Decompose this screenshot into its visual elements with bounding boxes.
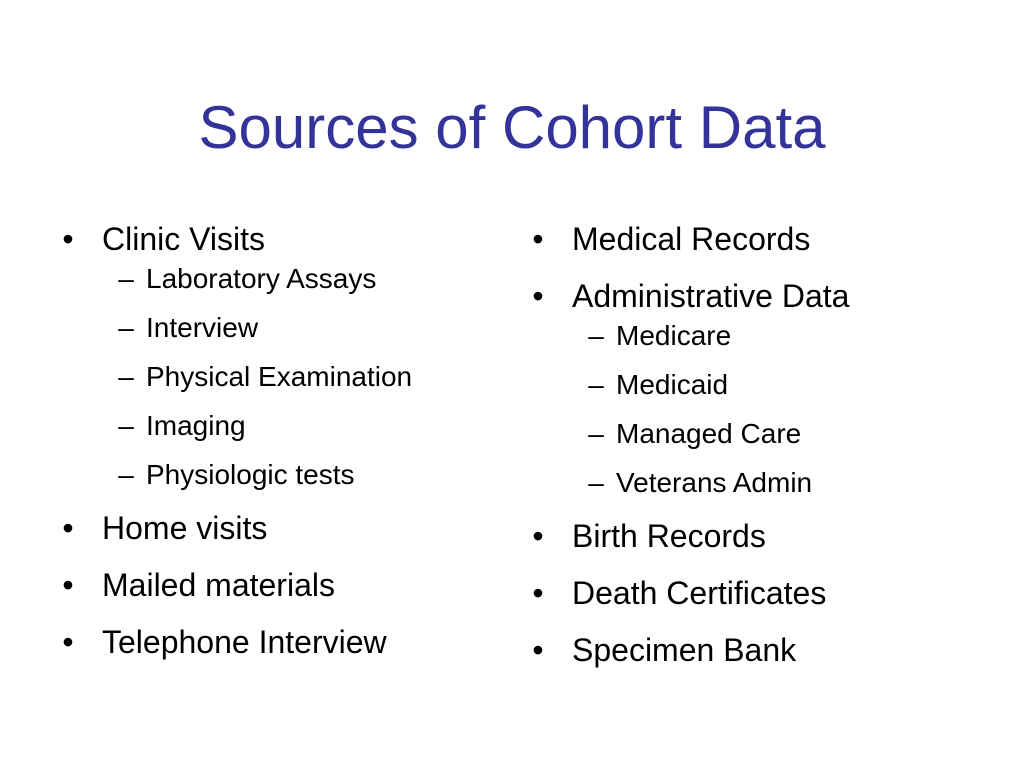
dash-icon: – [118,312,134,343]
list-item [528,629,988,671]
left-bullet-list [58,218,498,678]
list-item [58,621,498,663]
bullet-icon: • [62,624,74,660]
sub-list-item-label: Medicaid [616,369,729,400]
list-item-label: Birth Records [572,518,766,554]
sub-list-item [572,319,988,353]
sub-list [102,262,498,492]
bullet-icon: • [532,221,544,257]
sub-list-item [102,262,498,296]
list-item-label: Telephone Interview [102,624,387,660]
bullet-icon: • [62,221,74,257]
sub-list-item-label: Managed Care [616,418,802,449]
list-item [528,572,988,614]
dash-icon: – [118,459,134,490]
sub-list-item [102,360,498,394]
list-item-label: Administrative Data [572,278,850,314]
list-item-label: Home visits [102,510,268,546]
sub-list-item-label: Veterans Admin [616,467,813,498]
dash-icon: – [588,418,604,449]
sub-list-item-label: Physical Examination [146,361,413,392]
bullet-icon: • [532,575,544,611]
sub-list-item [572,417,988,451]
list-item-label: Death Certificates [572,575,827,611]
sub-list-item-label: Physiologic tests [146,459,355,490]
sub-list-item [572,368,988,402]
dash-icon: – [588,369,604,400]
dash-icon: – [588,467,604,498]
list-item [528,218,988,260]
dash-icon: – [588,320,604,351]
bullet-icon: • [532,632,544,668]
bullet-icon: • [62,510,74,546]
sub-list-item [102,458,498,492]
list-item-label: Clinic Visits [102,221,265,257]
list-item [58,564,498,606]
sub-list [572,319,988,500]
list-item [58,218,498,492]
dash-icon: – [118,410,134,441]
list-item-label: Mailed materials [102,567,335,603]
sub-list-item-label: Medicare [616,320,732,351]
list-item-label: Medical Records [572,221,811,257]
sub-list-item [102,311,498,345]
dash-icon: – [118,263,134,294]
list-item [58,507,498,549]
sub-list-item-label: Interview [146,312,259,343]
sub-list-item-label: Laboratory Assays [146,263,377,294]
right-bullet-list [528,218,988,686]
sub-list-item [102,409,498,443]
bullet-icon: • [62,567,74,603]
list-item-label: Specimen Bank [572,632,797,668]
bullet-icon: • [532,518,544,554]
list-item [528,275,988,500]
sub-list-item-label: Imaging [146,410,246,441]
list-item [528,515,988,557]
slide-title: Sources of Cohort Data [198,94,826,161]
dash-icon: – [118,361,134,392]
bullet-icon: • [532,278,544,314]
sub-list-item [572,466,988,500]
